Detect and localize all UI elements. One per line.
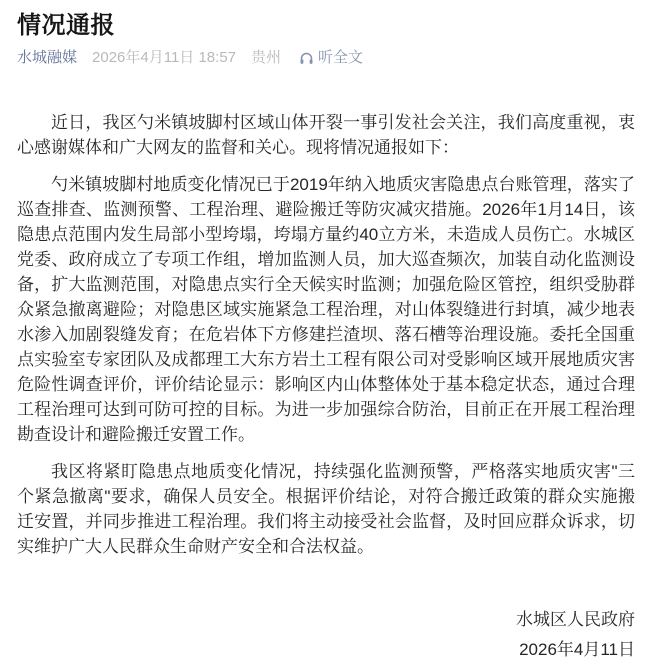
headphones-icon <box>299 51 314 66</box>
article-body <box>17 110 635 559</box>
publish-datetime: 2026年4月11日 18:57 <box>92 49 237 66</box>
paragraph-commitment: 我区将紧盯隐患点地质变化情况，持续强化监测预警，严格落实地质灾害"三个紧急撤离"要求，确保人员安全。根据评价结论，对符合搬迁政策的群众实施搬迁安置，并同步推进工程治理。我们将主动接受社会监督，及时回应群众诉求，切实维护广大人民群众生命财产安全和合法权益。 <box>17 462 635 556</box>
signature-author: 水城区人民政府 <box>516 610 635 629</box>
article-meta <box>17 48 635 68</box>
page-title: 情况通报 <box>17 12 115 39</box>
source-link[interactable]: 水城融媒 <box>17 49 78 66</box>
location-label: 贵州 <box>251 49 282 66</box>
listen-full-text-button[interactable] <box>299 48 363 68</box>
listen-label: 听全文 <box>318 49 364 66</box>
paragraph-intro: 近日，我区勺米镇坡脚村区域山体开裂一事引发社会关注，我们高度重视，衷心感谢媒体和广大网友的监督和关心。现将情况通报如下： <box>17 113 635 157</box>
paragraph-measures: 勺米镇坡脚村地质变化情况已于2019年纳入地质灾害隐患点台账管理，落实了巡查排查、监测预警、工程治理、避险搬迁等防灾减灾措施。2026年1月14日，该隐患点范围内发生局部小型垮塌，垮塌方量约40立方米，未造成人员伤亡。水城区党委、政府成立了专项工作组，增加监测人员，加大巡查频次，加装自动化监测设备，扩大监测范围，对隐患点实行全天候实时监测；加强危险区管控，组织受胁群众紧急撤离避险；对隐患区域实施紧急工程治理，对山体裂缝进行封填，减少地表水渗入加剧裂缝发育；在危岩体下方修建拦渣坝、落石槽等治理设施。委托全国重点实验室专家团队及成都理工大东方岩土工程有限公司对受影响区域开展地质灾害危险性调查评价，评价结论显示：影响区内山体整体处于基本稳定状态，通过合理工程治理可达到可防可控的目标。为进一步加强综合防治，目前正在开展工程治理勘查设计和避险搬迁安置工作。 <box>17 175 635 444</box>
signature-date: 2026年4月11日 <box>519 640 635 659</box>
signature-block <box>17 605 635 665</box>
